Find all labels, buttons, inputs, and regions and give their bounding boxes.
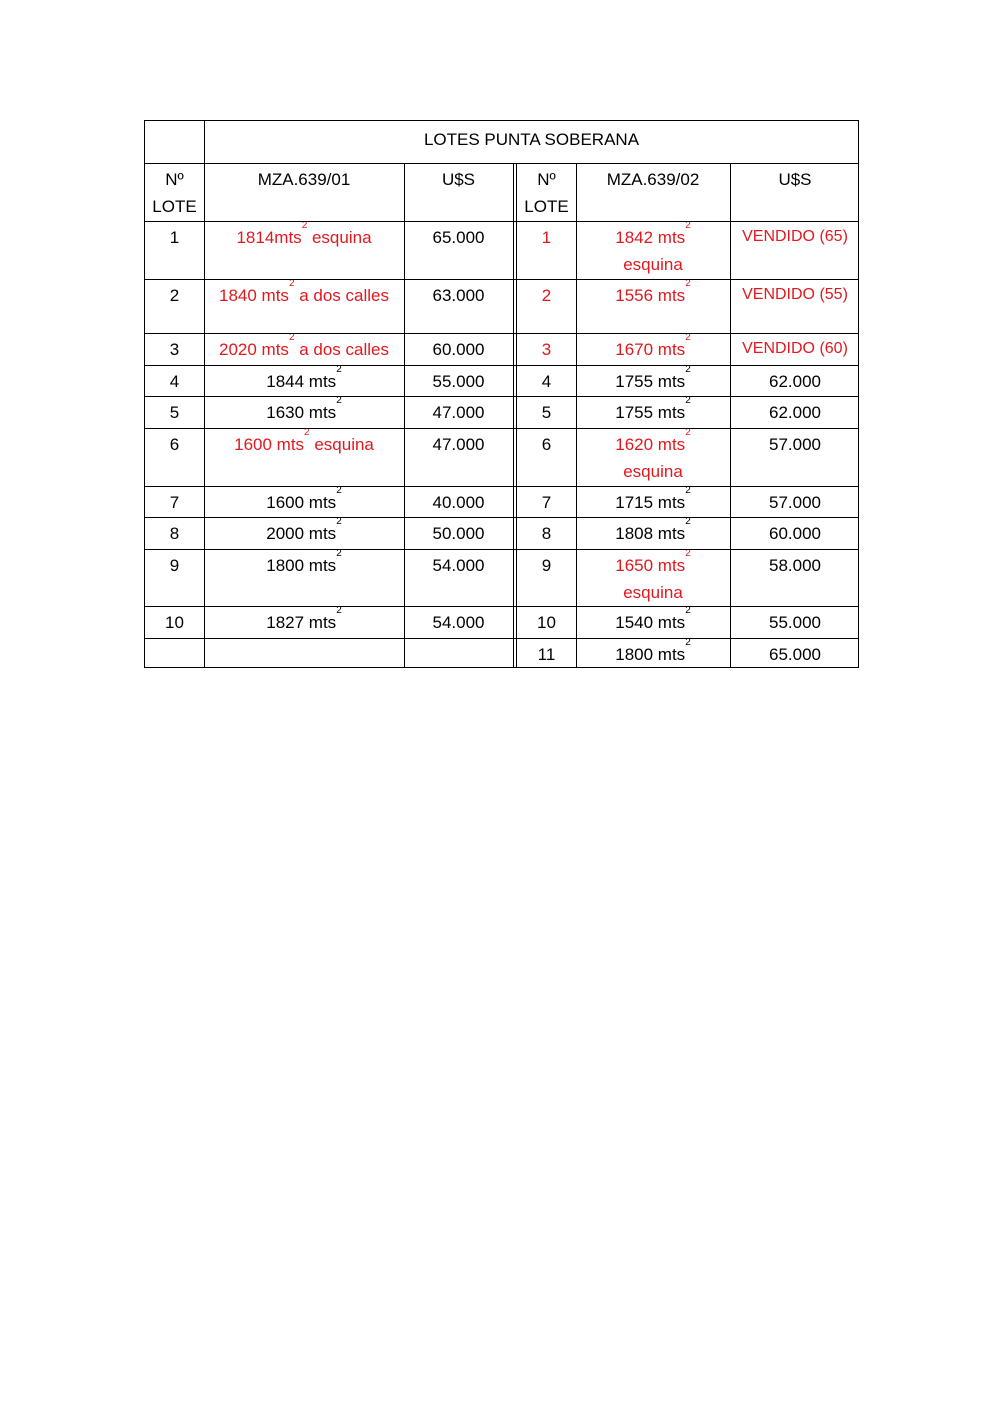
price-value: 65.000: [769, 645, 821, 664]
area-unit: mts: [276, 435, 305, 454]
area-unit: mts: [308, 556, 337, 575]
area-cell: [204, 333, 404, 365]
price-value: 60.000: [432, 340, 485, 359]
area-unit: mts: [308, 493, 337, 512]
area-value: 1630: [266, 403, 309, 422]
lote-number: 2: [169, 286, 180, 305]
area-value: 2000: [266, 524, 309, 543]
area-superscript: 2: [685, 365, 691, 375]
header-lote-left-line2: LOTE: [152, 197, 197, 216]
area-value: 1827: [266, 613, 309, 632]
row-divider: [145, 549, 858, 550]
area-note: a dos calles: [294, 286, 389, 305]
header-lote-right-line1: Nº: [537, 170, 556, 189]
lote-number: 7: [169, 493, 180, 512]
area-superscript: 2: [288, 279, 295, 289]
area-cell: [204, 279, 404, 333]
sold-status: VENDIDO (65): [742, 228, 848, 245]
lote-number: 6: [541, 435, 552, 454]
area-value: 1755: [615, 372, 658, 391]
area-cell: [576, 365, 730, 396]
area-cell: [576, 549, 730, 606]
row-divider: [145, 606, 858, 607]
area-note: a dos calles: [294, 340, 389, 359]
lote-number: 9: [541, 556, 552, 575]
price-value: 60.000: [769, 524, 821, 543]
area-cell: [204, 396, 404, 428]
area-cell: [204, 365, 404, 396]
area-cell: [576, 638, 730, 669]
block-divider: [513, 163, 514, 667]
header-lote-left: [145, 163, 204, 221]
row-divider: [145, 221, 858, 222]
area-unit: mts: [657, 340, 686, 359]
header-price-right: U$S: [778, 170, 812, 189]
price-value: 50.000: [432, 524, 485, 543]
row-divider: [145, 163, 858, 164]
row-divider: [145, 365, 858, 366]
price-value: 58.000: [769, 556, 821, 575]
lote-number: 4: [541, 372, 552, 391]
price-value: 65.000: [432, 228, 485, 247]
header-lote-left-line1: Nº: [165, 170, 184, 189]
price-value: 47.000: [432, 403, 485, 422]
row-divider: [145, 486, 858, 487]
area-unit: mts: [657, 372, 686, 391]
area-value: 1800: [266, 556, 309, 575]
area-note: esquina: [623, 255, 683, 274]
price-value: 57.000: [769, 493, 821, 512]
table-title: LOTES PUNTA SOBERANA: [423, 130, 640, 149]
area-value: 1650: [615, 556, 658, 575]
area-unit: mts: [308, 403, 337, 422]
area-value: 1800: [615, 645, 658, 664]
column-divider: [576, 163, 577, 667]
area-cell: [204, 221, 404, 279]
area-unit: mts: [657, 493, 686, 512]
area-note: esquina: [309, 435, 374, 454]
area-superscript: 2: [685, 396, 691, 406]
price-value: 40.000: [432, 493, 485, 512]
block-divider: [516, 163, 517, 667]
area-unit: mts: [657, 286, 686, 305]
price-value: 55.000: [769, 613, 821, 632]
header-mza-02: MZA.639/02: [606, 170, 700, 189]
price-value: 54.000: [432, 556, 485, 575]
area-value: 1808: [615, 524, 658, 543]
area-superscript: 2: [336, 365, 342, 375]
row-divider: [145, 396, 858, 397]
area-value: 1814: [236, 228, 275, 247]
area-value: 2020: [219, 340, 262, 359]
area-value: 1842: [615, 228, 658, 247]
area-unit: mts: [308, 524, 337, 543]
area-value: 1755: [615, 403, 658, 422]
lote-number: 5: [169, 403, 180, 422]
area-superscript: 2: [336, 606, 342, 616]
area-unit: mts: [657, 556, 686, 575]
sold-status: VENDIDO (60): [742, 340, 848, 357]
header-lote-right-line2: LOTE: [524, 197, 569, 216]
area-note: esquina: [307, 228, 372, 247]
row-divider: [145, 517, 858, 518]
area-cell: [576, 486, 730, 517]
area-superscript: 2: [685, 638, 691, 648]
lotes-table: [144, 120, 859, 668]
lote-number: 5: [541, 403, 552, 422]
lote-number: 7: [541, 493, 552, 512]
area-cell: [576, 428, 730, 486]
lote-number: 2: [541, 286, 552, 305]
lote-number: 9: [169, 556, 180, 575]
price-value: 55.000: [432, 372, 485, 391]
area-cell: [576, 279, 730, 333]
header-mza-01: MZA.639/01: [257, 170, 351, 189]
area-unit: mts: [657, 403, 686, 422]
area-unit: mts: [308, 613, 337, 632]
price-value: 62.000: [769, 372, 821, 391]
area-value: 1715: [615, 493, 658, 512]
row-divider: [145, 638, 858, 639]
column-divider: [404, 163, 405, 667]
area-cell: [204, 428, 404, 486]
lote-number: 6: [169, 435, 180, 454]
area-note: esquina: [623, 462, 683, 481]
row-divider: [145, 428, 858, 429]
area-superscript: 2: [336, 486, 342, 496]
lote-number: 8: [541, 524, 552, 543]
area-unit: mts: [657, 524, 686, 543]
price-value: 54.000: [432, 613, 485, 632]
area-value: 1620: [615, 435, 658, 454]
price-value: 62.000: [769, 403, 821, 422]
area-unit: mts: [274, 228, 302, 247]
area-value: 1600: [234, 435, 277, 454]
area-cell: [204, 486, 404, 517]
column-divider: [204, 121, 205, 667]
area-value: 1670: [615, 340, 658, 359]
column-divider: [730, 163, 731, 667]
row-divider: [145, 279, 858, 280]
price-value: [404, 638, 513, 669]
area-cell: [576, 396, 730, 428]
area-superscript: 2: [304, 428, 310, 438]
row-divider: [145, 333, 858, 334]
area-unit: mts: [657, 613, 686, 632]
lote-number: 8: [169, 524, 180, 543]
area-superscript: 2: [685, 549, 691, 559]
area-superscript: 2: [685, 221, 691, 231]
lote-number: 3: [541, 340, 552, 359]
lote-number: 10: [165, 613, 184, 632]
area-value: 1840: [219, 286, 262, 305]
area-superscript: 2: [336, 517, 342, 527]
area-unit: mts: [657, 645, 686, 664]
area-unit: mts: [308, 372, 337, 391]
area-unit: mts: [657, 435, 686, 454]
lote-number: 4: [169, 372, 180, 391]
area-value: 1540: [615, 613, 658, 632]
area-cell: [204, 549, 404, 606]
area-superscript: 2: [685, 486, 691, 496]
area-cell: [576, 221, 730, 279]
area-cell: [204, 517, 404, 549]
price-value: 47.000: [432, 435, 485, 454]
price-value: 63.000: [432, 286, 485, 305]
area-value: 1600: [266, 493, 309, 512]
area-cell: [576, 517, 730, 549]
area-cell: [576, 333, 730, 365]
area-unit: mts: [261, 286, 289, 305]
area-superscript: 2: [685, 333, 691, 343]
area-value: 1844: [266, 372, 309, 391]
sold-status: VENDIDO (55): [742, 286, 848, 303]
price-value: 57.000: [769, 435, 821, 454]
lote-number: 11: [537, 645, 556, 664]
area-superscript: 2: [685, 279, 691, 289]
area-cell: [204, 638, 404, 669]
area-unit: mts: [657, 228, 686, 247]
area-unit: mts: [261, 340, 289, 359]
area-cell: [576, 606, 730, 638]
area-superscript: 2: [336, 549, 342, 559]
header-price-left: U$S: [441, 170, 476, 189]
header-lote-right: [517, 163, 576, 221]
area-cell: [204, 606, 404, 638]
area-superscript: 2: [288, 333, 295, 343]
area-superscript: 2: [336, 396, 342, 406]
lote-number: 10: [537, 613, 556, 632]
lote-number: 3: [169, 340, 180, 359]
area-superscript: 2: [685, 428, 691, 438]
lote-number: 1: [169, 228, 180, 247]
area-note: esquina: [623, 583, 683, 602]
lote-number: 1: [541, 228, 552, 247]
area-superscript: 2: [685, 606, 691, 616]
area-superscript: 2: [301, 221, 308, 231]
lote-number: [145, 638, 204, 669]
area-value: 1556: [615, 286, 658, 305]
area-superscript: 2: [685, 517, 691, 527]
